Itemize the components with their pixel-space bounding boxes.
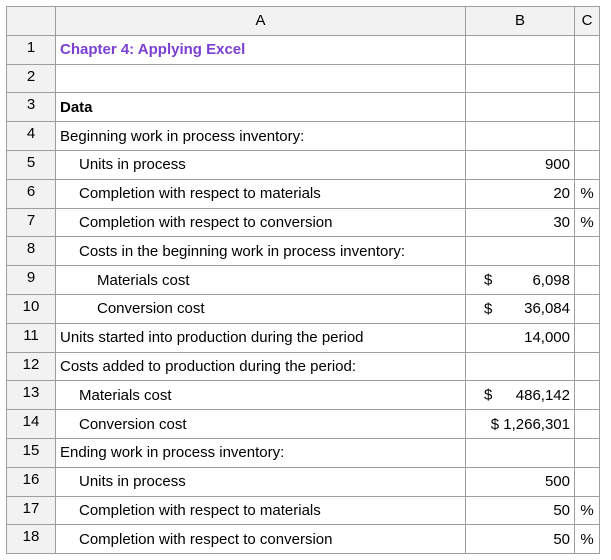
cell-c[interactable]: %	[575, 179, 600, 208]
column-header-b[interactable]: B	[466, 7, 575, 36]
row-header[interactable]: 14	[7, 410, 56, 439]
cell-b[interactable]	[466, 323, 575, 352]
spreadsheet-grid	[6, 6, 600, 554]
sheet-row	[7, 496, 600, 525]
column-header-row	[7, 7, 600, 36]
cell-c[interactable]	[575, 438, 600, 467]
sheet-row	[7, 467, 600, 496]
row-header[interactable]: 8	[7, 237, 56, 266]
row-header[interactable]: 18	[7, 525, 56, 554]
spreadsheet	[6, 6, 600, 554]
cell-c[interactable]	[575, 150, 600, 179]
row-header[interactable]: 16	[7, 467, 56, 496]
cell-a[interactable]: Units in process	[56, 467, 466, 496]
row-header[interactable]: 9	[7, 266, 56, 295]
cell-value: 20	[553, 185, 570, 203]
cell-value: 900	[544, 156, 570, 174]
cell-b[interactable]	[466, 266, 575, 295]
sheet-row	[7, 122, 600, 151]
column-header-c[interactable]: C	[575, 7, 600, 36]
cell-a[interactable]: Conversion cost	[56, 410, 466, 439]
cell-b[interactable]	[466, 294, 575, 323]
cell-b[interactable]	[466, 35, 575, 64]
cell-a[interactable]: Costs added to production during the period:	[56, 352, 466, 381]
cell-a[interactable]: Beginning work in process inventory:	[56, 122, 466, 151]
cell-c[interactable]	[575, 35, 600, 64]
cell-a[interactable]: Conversion cost	[56, 294, 466, 323]
cell-c[interactable]	[575, 93, 600, 122]
cell-b[interactable]	[466, 467, 575, 496]
cell-c[interactable]: %	[575, 208, 600, 237]
cell-value: 50	[553, 501, 570, 519]
sheet-row	[7, 208, 600, 237]
cell-b[interactable]	[466, 150, 575, 179]
currency-symbol: $	[484, 386, 493, 404]
cell-a[interactable]: Chapter 4: Applying Excel	[56, 35, 466, 64]
sheet-row	[7, 381, 600, 410]
cell-value: 50	[553, 530, 570, 548]
cell-c[interactable]	[575, 323, 600, 352]
currency-symbol: $	[484, 300, 493, 318]
cell-c[interactable]	[575, 64, 600, 93]
sheet-row	[7, 93, 600, 122]
cell-value: 6,098	[532, 271, 570, 289]
cell-a[interactable]: Units started into production during the period	[56, 323, 466, 352]
row-header[interactable]: 10	[7, 294, 56, 323]
cell-c[interactable]	[575, 410, 600, 439]
sheet-row	[7, 150, 600, 179]
cell-c[interactable]	[575, 122, 600, 151]
cell-c[interactable]	[575, 266, 600, 295]
row-header[interactable]: 2	[7, 64, 56, 93]
cell-c[interactable]	[575, 294, 600, 323]
sheet-row	[7, 64, 600, 93]
cell-value: $ 1,266,301	[490, 415, 570, 433]
cell-value: 36,084	[524, 300, 570, 318]
cell-a[interactable]: Units in process	[56, 150, 466, 179]
row-header[interactable]: 6	[7, 179, 56, 208]
column-header-a[interactable]: A	[56, 7, 466, 36]
cell-b[interactable]	[466, 525, 575, 554]
cell-b[interactable]	[466, 496, 575, 525]
cell-a[interactable]: Completion with respect to materials	[56, 179, 466, 208]
row-header[interactable]: 1	[7, 35, 56, 64]
row-header[interactable]: 15	[7, 438, 56, 467]
cell-a[interactable]: Costs in the beginning work in process inventory:	[56, 237, 466, 266]
cell-value: 486,142	[515, 386, 570, 404]
sheet-row	[7, 323, 600, 352]
cell-a[interactable]: Materials cost	[56, 266, 466, 295]
sheet-row	[7, 294, 600, 323]
row-header[interactable]: 7	[7, 208, 56, 237]
sheet-row	[7, 410, 600, 439]
cell-value: 14,000	[524, 329, 570, 347]
cell-a[interactable]: Completion with respect to conversion	[56, 208, 466, 237]
sheet-row	[7, 179, 600, 208]
cell-a[interactable]: Data	[56, 93, 466, 122]
cell-value: 500	[544, 473, 570, 491]
sheet-row	[7, 35, 600, 64]
cell-b[interactable]	[466, 381, 575, 410]
cell-value: 30	[553, 213, 570, 231]
cell-b[interactable]	[466, 438, 575, 467]
sheet-row	[7, 237, 600, 266]
cell-b[interactable]	[466, 64, 575, 93]
row-header[interactable]: 3	[7, 93, 56, 122]
cell-b[interactable]	[466, 352, 575, 381]
row-header[interactable]: 17	[7, 496, 56, 525]
row-header[interactable]: 4	[7, 122, 56, 151]
select-all-corner[interactable]	[7, 7, 56, 36]
cell-b[interactable]	[466, 410, 575, 439]
row-header[interactable]: 12	[7, 352, 56, 381]
cell-b[interactable]	[466, 208, 575, 237]
cell-c[interactable]: %	[575, 525, 600, 554]
sheet-row	[7, 525, 600, 554]
sheet-row	[7, 438, 600, 467]
currency-symbol: $	[484, 271, 493, 289]
row-header[interactable]: 5	[7, 150, 56, 179]
cell-b[interactable]	[466, 237, 575, 266]
sheet-row	[7, 266, 600, 295]
sheet-row	[7, 352, 600, 381]
row-header[interactable]: 13	[7, 381, 56, 410]
cell-b[interactable]	[466, 179, 575, 208]
cell-b[interactable]	[466, 122, 575, 151]
cell-c[interactable]: %	[575, 496, 600, 525]
cell-c[interactable]	[575, 467, 600, 496]
cell-b[interactable]	[466, 93, 575, 122]
cell-a[interactable]	[56, 64, 466, 93]
row-header[interactable]: 11	[7, 323, 56, 352]
cell-c[interactable]	[575, 237, 600, 266]
cell-a[interactable]: Completion with respect to conversion	[56, 525, 466, 554]
cell-a[interactable]: Ending work in process inventory:	[56, 438, 466, 467]
cell-c[interactable]	[575, 352, 600, 381]
cell-c[interactable]	[575, 381, 600, 410]
cell-a[interactable]: Materials cost	[56, 381, 466, 410]
cell-a[interactable]: Completion with respect to materials	[56, 496, 466, 525]
